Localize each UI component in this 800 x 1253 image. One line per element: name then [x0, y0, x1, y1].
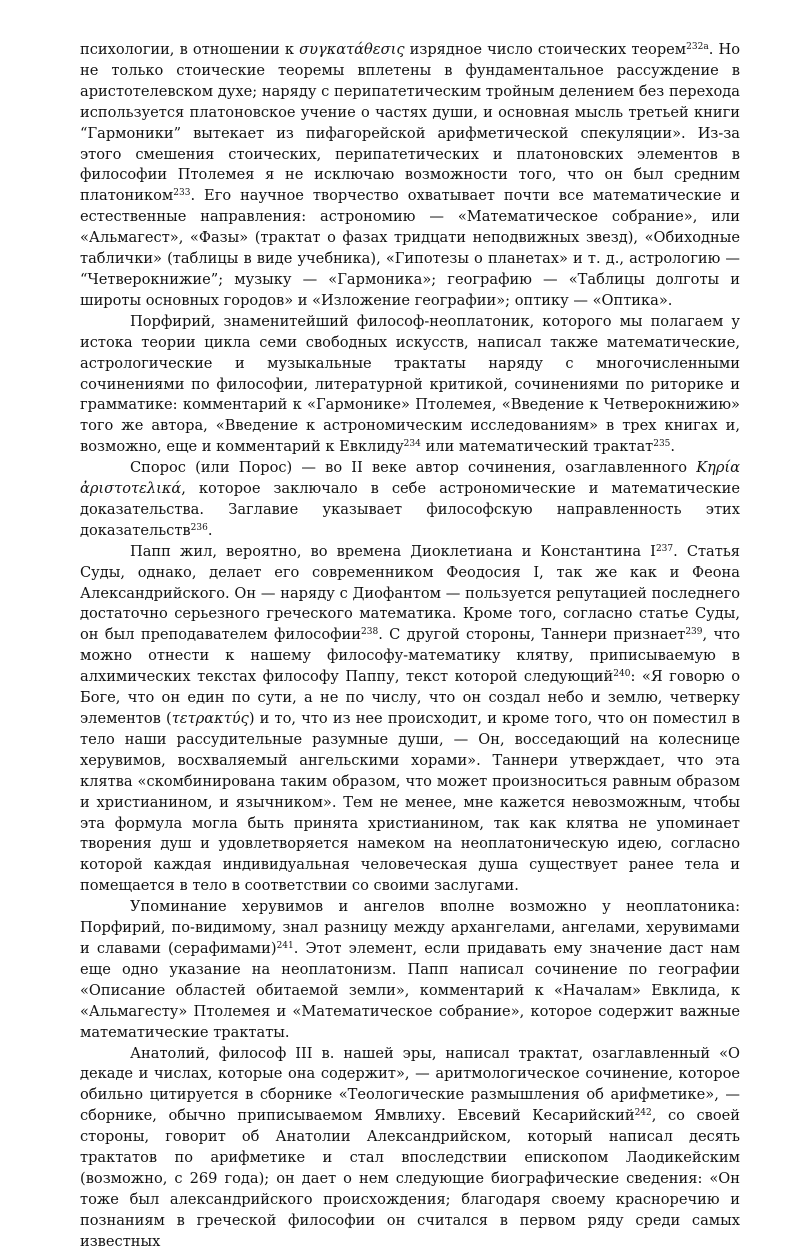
text-run: Упоминание херувимов и ангелов вполне возможно у неоплатоника: Порфирий, по-видимому, знал разницу между архангелами, ангелами, херувимами и славами (серафимами)	[80, 898, 740, 957]
footnote-ref: 239	[685, 627, 703, 638]
text-run: Порфирий, знаменитейший философ-неоплатоник, которого мы полагаем у истока теории цикла семи свободных искусств, написал также математические, астрологические и музыкальные трактаты наряду с многочисленными сочинениями по философии, литературной критикой, сочинениями по риторике и грамматике: комментарий к «Гармонике» Птолемея, «Введение к Четверокнижию» того же автора, «Введение к астрономическим исследованиям» в трех книгах и, возможно, еще и комментарий к Евклиду	[80, 312, 740, 456]
footnote-ref: 233	[173, 188, 191, 199]
footnote-ref: 234	[403, 439, 421, 450]
text-run: психологии, в отношении к	[80, 41, 300, 58]
paragraph	[80, 458, 740, 542]
footnote-ref: 241	[276, 940, 294, 951]
footnote-ref: 232а	[686, 42, 709, 52]
greek-term: Κηρία ἀριστοτελικά	[80, 459, 740, 498]
footnote-ref: 237	[655, 543, 674, 554]
paragraph	[80, 40, 740, 312]
document-page	[80, 40, 740, 1253]
text-run: : «Я говорю о Боге, что он един по сути, а не по числу, что он создал небо и землю, четверку элементов (	[80, 668, 740, 727]
text-run: .	[670, 438, 676, 456]
footnote-ref: 242	[634, 1108, 652, 1119]
text-run: . Его научное творчество охватывает почти все математические и естественные направления: астрономию — «Математическое собрание», или «Альмагест», «Фазы» (трактат о фазах тридцати неподвижных звезд), «Обиходные таблички» (таблицы в виде учебника), «Гипотезы о планетах» и т. д., астрологию — “Четверокнижие”; музыку — «Гармоника»; географию — «Таблицы долготы и широты основных городов» и «Изложение географии»; оптику — «Оптика».	[80, 187, 740, 309]
text-run: ) и то, что из нее происходит, и кроме того, что он поместил в тело наши рассудительные разумные души, — Он, восседающий на колеснице херувимов, восхваляемый ангельскими хорами». Таннери утверждает, что эта клятва «скомбинирована таким образом, что может произноситься равным образом и христианином, и язычником». Тем не менее, мне кажется невозможным, чтобы эта формула могла быть принята христианином, так как клятва не упоминает творения душ и удовлетворяется намеком на неоплатоническую идею, согласно которой каждая индивидуальная человеческая душа существует ранее тела и помещается в тело в соответствии со своими заслугами.	[80, 710, 740, 895]
paragraph	[80, 897, 740, 1043]
footnote-ref: 236	[190, 522, 208, 533]
text-run: или математический трактат	[420, 438, 654, 456]
text-run: , которое заключало в себе астрономические и математические доказательства. Заглавие указывает философскую направленность этих доказательств	[80, 480, 740, 539]
text-run: Анатолий, философ III в. нашей эры, написал трактат, озаглавленный «О декаде и числах, которые она содержит», — аритмологическое сочинение, которое обильно цитируется в сборнике «Теологические размышления об арифметике», — сборнике, обычно приписываемом Ямвлиху. Евсевий Кесарийский	[80, 1044, 740, 1125]
text-run: изрядное число стоических теорем	[404, 41, 687, 58]
greek-term: συγκατάθεσις	[299, 41, 405, 58]
paragraph	[80, 1044, 740, 1253]
text-run: .	[207, 521, 213, 539]
text-run: . С другой стороны, Таннери признает	[378, 626, 686, 644]
text-run: . Но не только стоические теоремы вплетены в фундаментальное рассуждение в аристотелевском духе; наряду с перипатетическим тройным делением без перехода используется платоновское учение о частях души, и основная мысль третьей книги “Гармоники” вытекает из пифагорейской арифметической спекуляции». Из-за этого смешения стоических, перипатетических и платоновских элементов в философии Птолемея я не исключаю возможности того, что он был средним платоником	[80, 41, 741, 205]
paragraph	[80, 312, 740, 458]
greek-term: τετρακτύς	[171, 710, 249, 727]
footnote-ref: 240	[613, 669, 631, 680]
footnote-ref: 235	[653, 439, 671, 450]
paragraph	[80, 542, 740, 897]
footnote-ref: 238	[361, 627, 379, 638]
text-run: Папп жил, вероятно, во времена Диоклетиана и Константина I	[130, 542, 656, 560]
text-run: , со своей стороны, говорит об Анатолии Александрийском, который написал десять трактатов по арифметике и стал впоследствии епископом Лаодикейским (возможно, с 269 года); он дает о нем следующие биографические сведения: «Он тоже был александрийского происхождения; благодаря своему красноречию и познаниям в греческой философии он считался в первом ряду среди самых известных	[80, 1107, 740, 1250]
text-run: . Статья Суды, однако, делает его современником Феодосия I, так же как и Феона Александрийского. Он — наряду с Диофантом — пользуется репутацией последнего достаточно серьезного греческого математика. Кроме того, согласно статье Суды, он был преподавателем философии	[80, 542, 740, 644]
text-run: Спорос (или Порос) — во II веке автор сочинения, озаглавленного	[130, 459, 697, 477]
text-run: , что можно отнести к нашему философу-математику клятву, приписываемую в алхимических текстах философу Паппу, текст которой следующий	[80, 626, 740, 686]
text-run: . Этот элемент, если придавать ему значение даст нам еще одно указание на неоплатонизм. Папп написал сочинение по географии «Описание областей обитаемой земли», комментарий к «Началам» Евклида, к «Альмагесту» Птолемея и «Математическое собрание», которое содержит важные математические трактаты.	[80, 939, 740, 1041]
